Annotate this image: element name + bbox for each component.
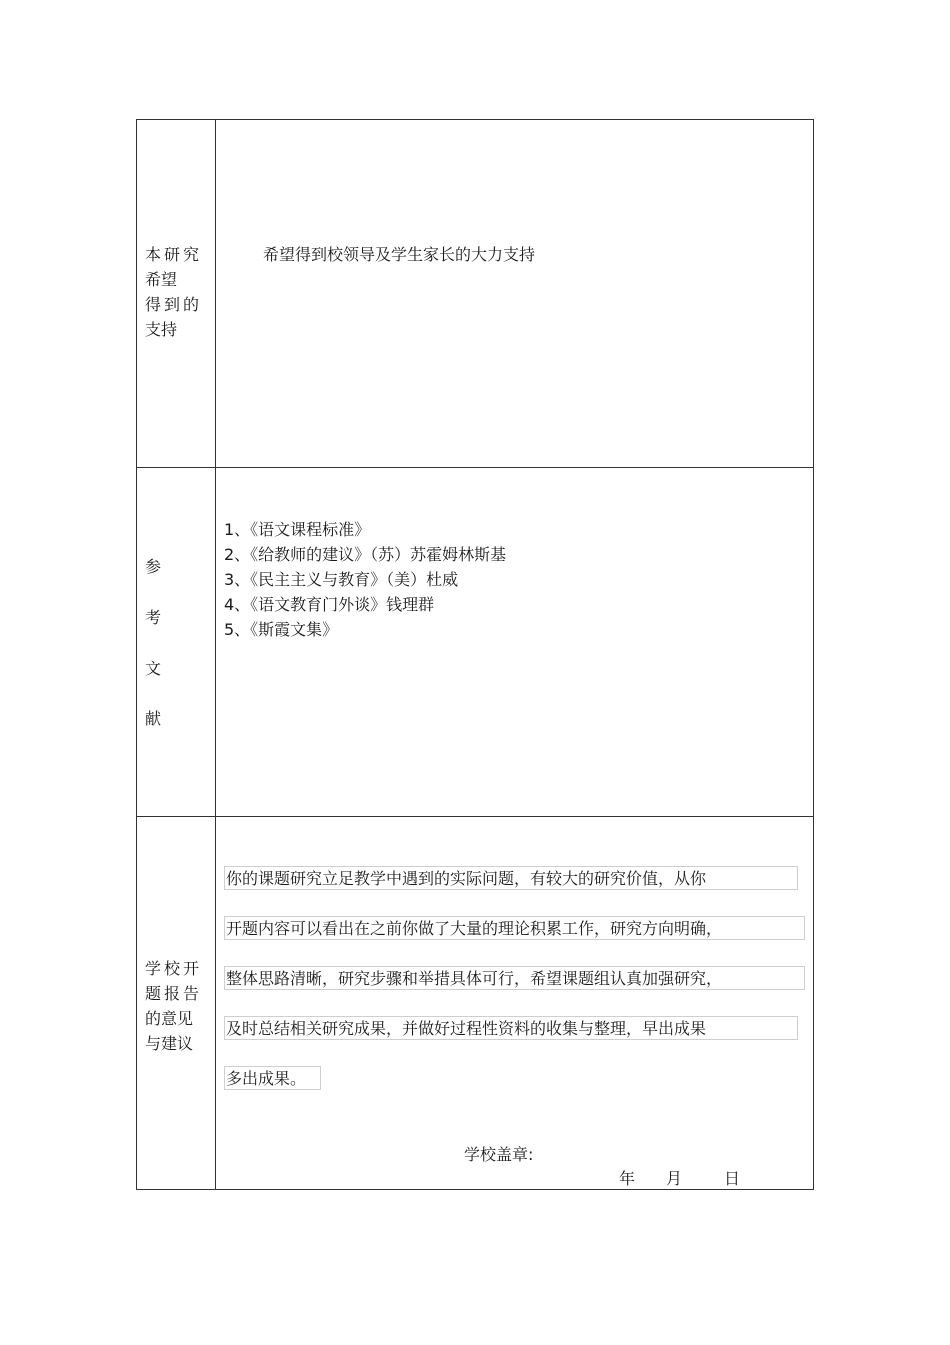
proposal-form-table: [136, 119, 814, 1190]
support-content: 希望得到校领导及学生家长的大力支持: [263, 245, 536, 264]
opinion-label-line-3: 的意见: [145, 1009, 194, 1028]
references-label-char-2: 考: [145, 608, 162, 627]
opinion-line-4: 及时总结相关研究成果，并做好过程性资料的收集与整理，早出成果: [224, 1016, 798, 1040]
reference-item-3: 3、《民主主义与教育》（美）杜威: [224, 570, 459, 589]
date-year: 年: [619, 1169, 636, 1188]
reference-item-4: 4、《语文教育门外谈》钱理群: [224, 595, 435, 614]
opinion-label-line-1: 学校开: [145, 959, 203, 978]
opinion-line-2: 开题内容可以看出在之前你做了大量的理论积累工作，研究方向明确，: [224, 916, 805, 940]
date-month: 月: [666, 1169, 683, 1188]
references-label-char-1: 参: [145, 557, 162, 576]
support-label-line-3: 得到的: [145, 295, 203, 314]
reference-item-2: 2、《给教师的建议》（苏）苏霍姆林斯基: [224, 545, 507, 564]
references-label-char-3: 文: [145, 659, 162, 678]
date-day: 日: [724, 1169, 741, 1188]
opinion-label-line-4: 与建议: [145, 1034, 194, 1053]
row-divider-2: [137, 816, 813, 817]
school-seal-label: 学校盖章:: [464, 1145, 534, 1164]
opinion-line-1: 你的课题研究立足教学中遇到的实际问题，有较大的研究价值，从你: [224, 866, 798, 890]
reference-item-5: 5、《斯霞文集》: [224, 620, 339, 639]
row-divider-1: [137, 467, 813, 468]
reference-item-1: 1、《语文课程标准》: [224, 520, 371, 539]
support-label-line-2: 希望: [145, 270, 178, 289]
support-label-line-1: 本研究: [145, 245, 203, 264]
opinion-line-5: 多出成果。: [224, 1066, 321, 1090]
references-label-char-4: 献: [145, 709, 162, 728]
label-column-divider: [215, 120, 216, 1189]
opinion-label-line-2: 题报告: [145, 984, 203, 1003]
opinion-line-3: 整体思路清晰，研究步骤和举措具体可行，希望课题组认真加强研究，: [224, 966, 805, 990]
support-label-line-4: 支持: [145, 320, 178, 339]
